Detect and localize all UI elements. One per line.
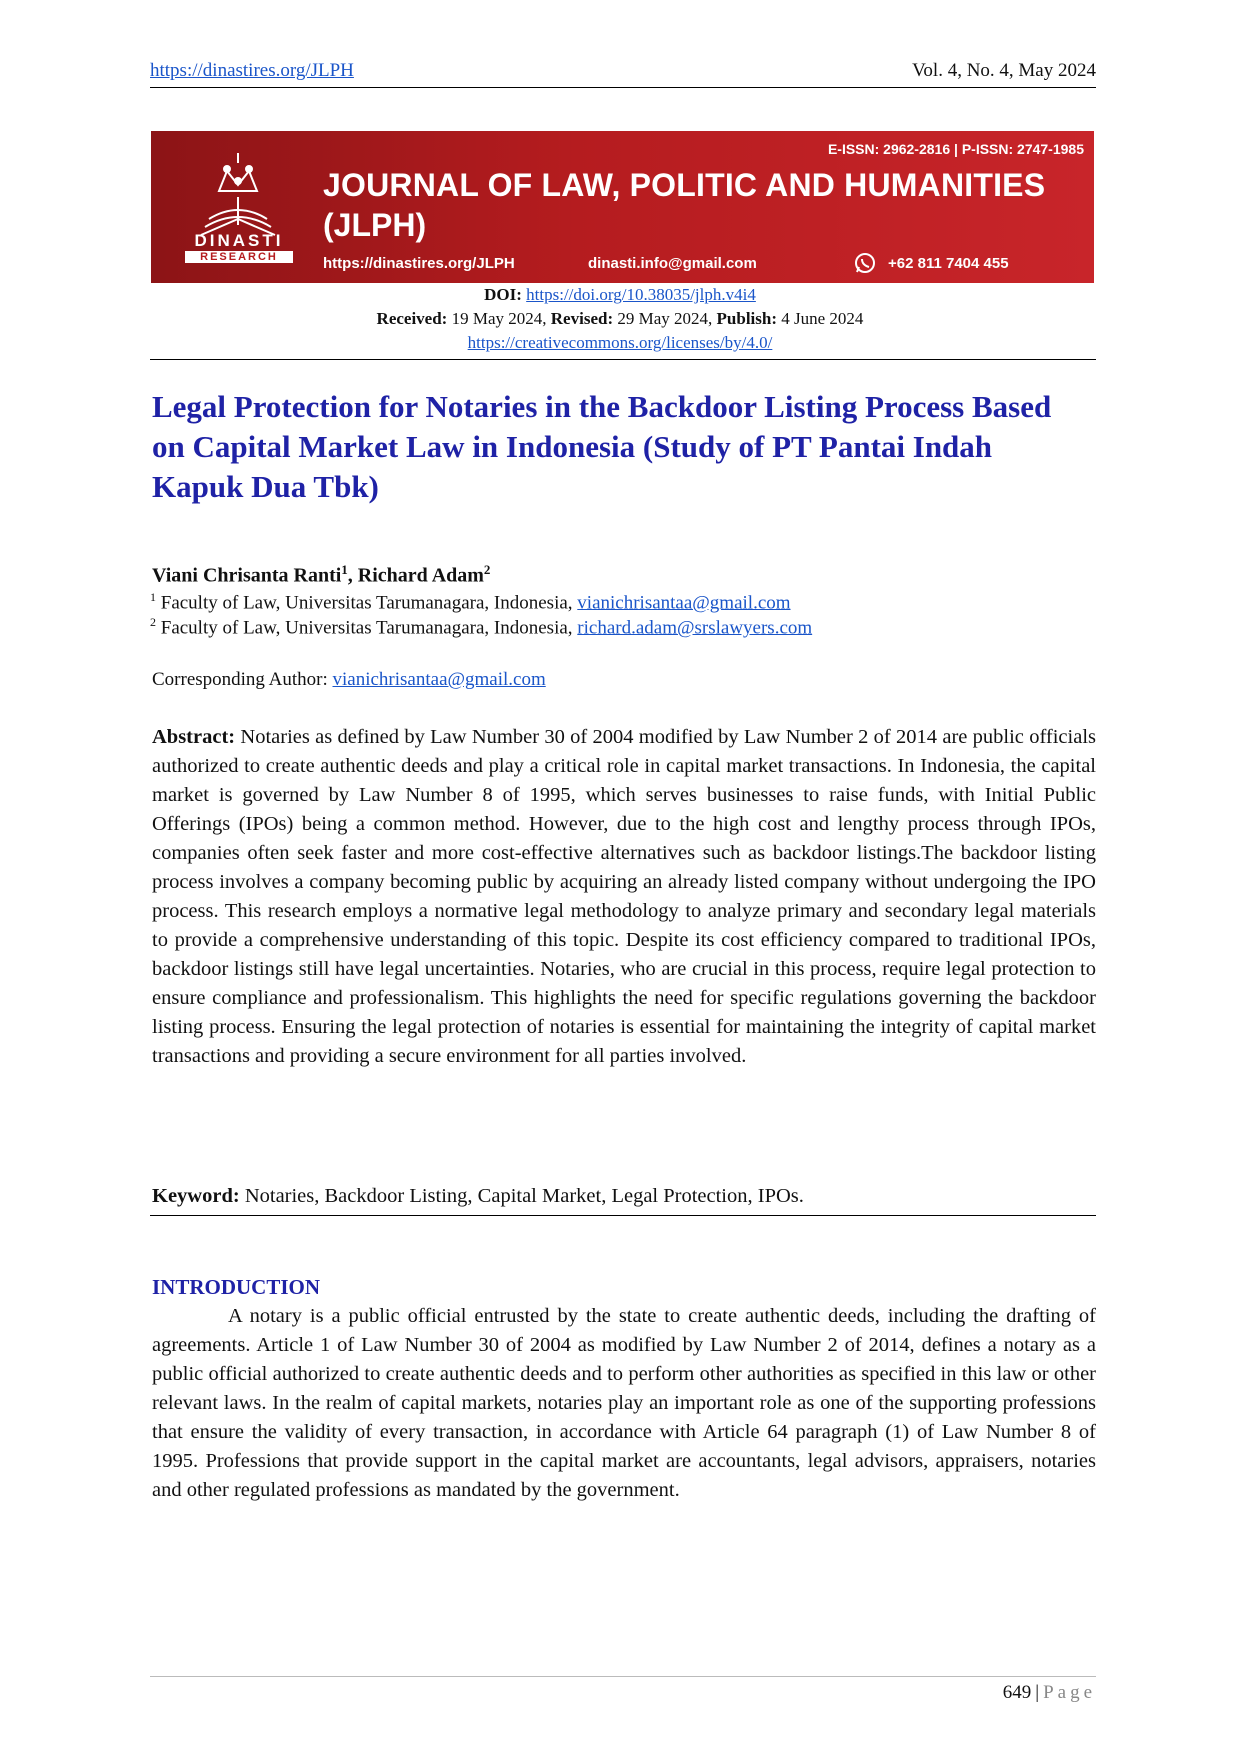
banner-email: dinasti.info@gmail.com [588,255,757,272]
author-email-link[interactable]: richard.adam@srslawyers.com [577,617,813,639]
license-link[interactable]: https://creativecommons.org/licenses/by/4.0/ [467,333,773,352]
affiliation [150,590,791,614]
author-separator: , [347,564,358,587]
keyword-divider [150,1215,1096,1216]
volume-info: Vol. 4, No. 4, May 2024 [912,60,1096,81]
doi-link[interactable]: https://doi.org/10.38035/jlph.v4i4 [526,285,756,304]
abstract-label: Abstract: [152,726,236,748]
license-line [0,333,1240,353]
affiliation-text: Faculty of Law, Universitas Tarumanagara, Indonesia, [156,617,578,639]
corresponding-author [152,669,546,691]
section-body: A notary is a public official entrusted by the state to create authentic deeds, including the drafting of agreements. Article 1 of Law Number 30 of 2004 as modified by Law Number 2 of 2014, defines a notary as a public official authorized to create authentic deeds and to perform other authorities as specified in this law or other relevant laws. In the realm of capital markets, notaries play an important role as one of the supporting professions that ensure the validity of every transaction, in accordance with Article 64 paragraph (1) of Law Number 8 of 1995. Professions that provide support in the capital market are accountants, legal advisors, appraisers, notaries and other regulated professions as mandated by the government. [152,1305,1096,1501]
affiliation-sup: 2 [150,615,156,629]
corresponding-email-link[interactable]: vianichrisantaa@gmail.com [332,669,546,690]
revised-label: Revised: [550,309,614,328]
page-number: 649 [1002,1682,1032,1703]
received-label: Received: [376,309,448,328]
author-sup: 2 [483,562,491,577]
author-list [152,562,490,588]
revised-date: 29 May 2024, [613,309,717,328]
author-name: Viani Chrisanta Ranti [152,564,342,587]
section-heading: INTRODUCTION [152,1275,321,1299]
affiliation [150,615,812,639]
abstract-text: Notaries as defined by Law Number 30 of 2004 modified by Law Number 2 of 2014 are public officials authorized to create authentic deeds and play a critical role in capital market transactions. In Indonesia, the capital market is governed by Law Number 8 of 1995, which serves businesses to raise funds, with Initial Public Offerings (IPOs) being a common method. However, due to the high cost and lengthy process through IPOs, companies often seek faster and more cost-effective alternatives such as backdoor listings.The backdoor listing process involves a company becoming public by acquiring an already listed company without undergoing the IPO process. This research employs a normative legal methodology to analyze primary and secondary legal materials to provide a comprehensive understanding of this topic. Despite its cost efficiency compared to traditional IPOs, backdoor listings still have legal uncertainties. Notaries, who are crucial in this process, require legal protection to ensure compliance and professionalism. This highlights the need for specific regulations governing the backdoor listing process. Ensuring the legal protection of notaries is essential for maintaining the integrity of capital market transactions and providing a secure environment for all parties involved. [152,726,1096,1067]
journal-url-link[interactable]: https://dinastires.org/JLPH [150,60,354,81]
page-word: Page [1043,1682,1096,1703]
page-separator: | [1035,1682,1040,1703]
corresponding-label: Corresponding Author: [152,669,333,690]
journal-abbrev: (JLPH) [323,207,427,243]
publish-date: 4 June 2024 [777,309,864,328]
abstract [152,723,1096,1071]
received-date: 19 May 2024, [447,309,551,328]
header-divider [150,87,1096,88]
meta-divider [150,359,1096,360]
logo-subword: RESEARCH [185,251,293,263]
author-sup: 1 [341,562,348,577]
journal-title: JOURNAL OF LAW, POLITIC AND HUMANITIES [323,167,1046,203]
banner-url: https://dinastires.org/JLPH [323,255,515,272]
logo-wordmark: DINASTI [194,231,284,250]
keywords [152,1185,804,1208]
issn-text: E-ISSN: 2962-2816 | P-ISSN: 2747-1985 [827,141,1084,157]
author-email-link[interactable]: vianichrisantaa@gmail.com [577,592,791,614]
author-name: Richard Adam [357,564,484,587]
dates-line [0,309,1240,329]
keyword-label: Keyword: [152,1185,240,1207]
whatsapp-icon [854,252,876,274]
publish-label: Publish: [716,309,778,328]
affiliation-text: Faculty of Law, Universitas Tarumanagara, Indonesia, [156,592,578,614]
keyword-text: Notaries, Backdoor Listing, Capital Market, Legal Protection, IPOs. [239,1185,804,1207]
footer-divider [150,1676,1096,1677]
doi-line [0,285,1240,305]
doi-label: DOI: [484,285,522,304]
banner-phone: +62 811 7404 455 [888,255,1009,272]
journal-banner [151,131,1094,283]
page-footer [1003,1682,1096,1704]
article-title: Legal Protection for Notaries in the Backdoor Listing Process Based on Capital Market Law in Indonesia (Study of PT Pantai Indah Kapuk Dua Tbk) [152,389,1052,504]
affiliation-sup: 1 [150,590,156,604]
